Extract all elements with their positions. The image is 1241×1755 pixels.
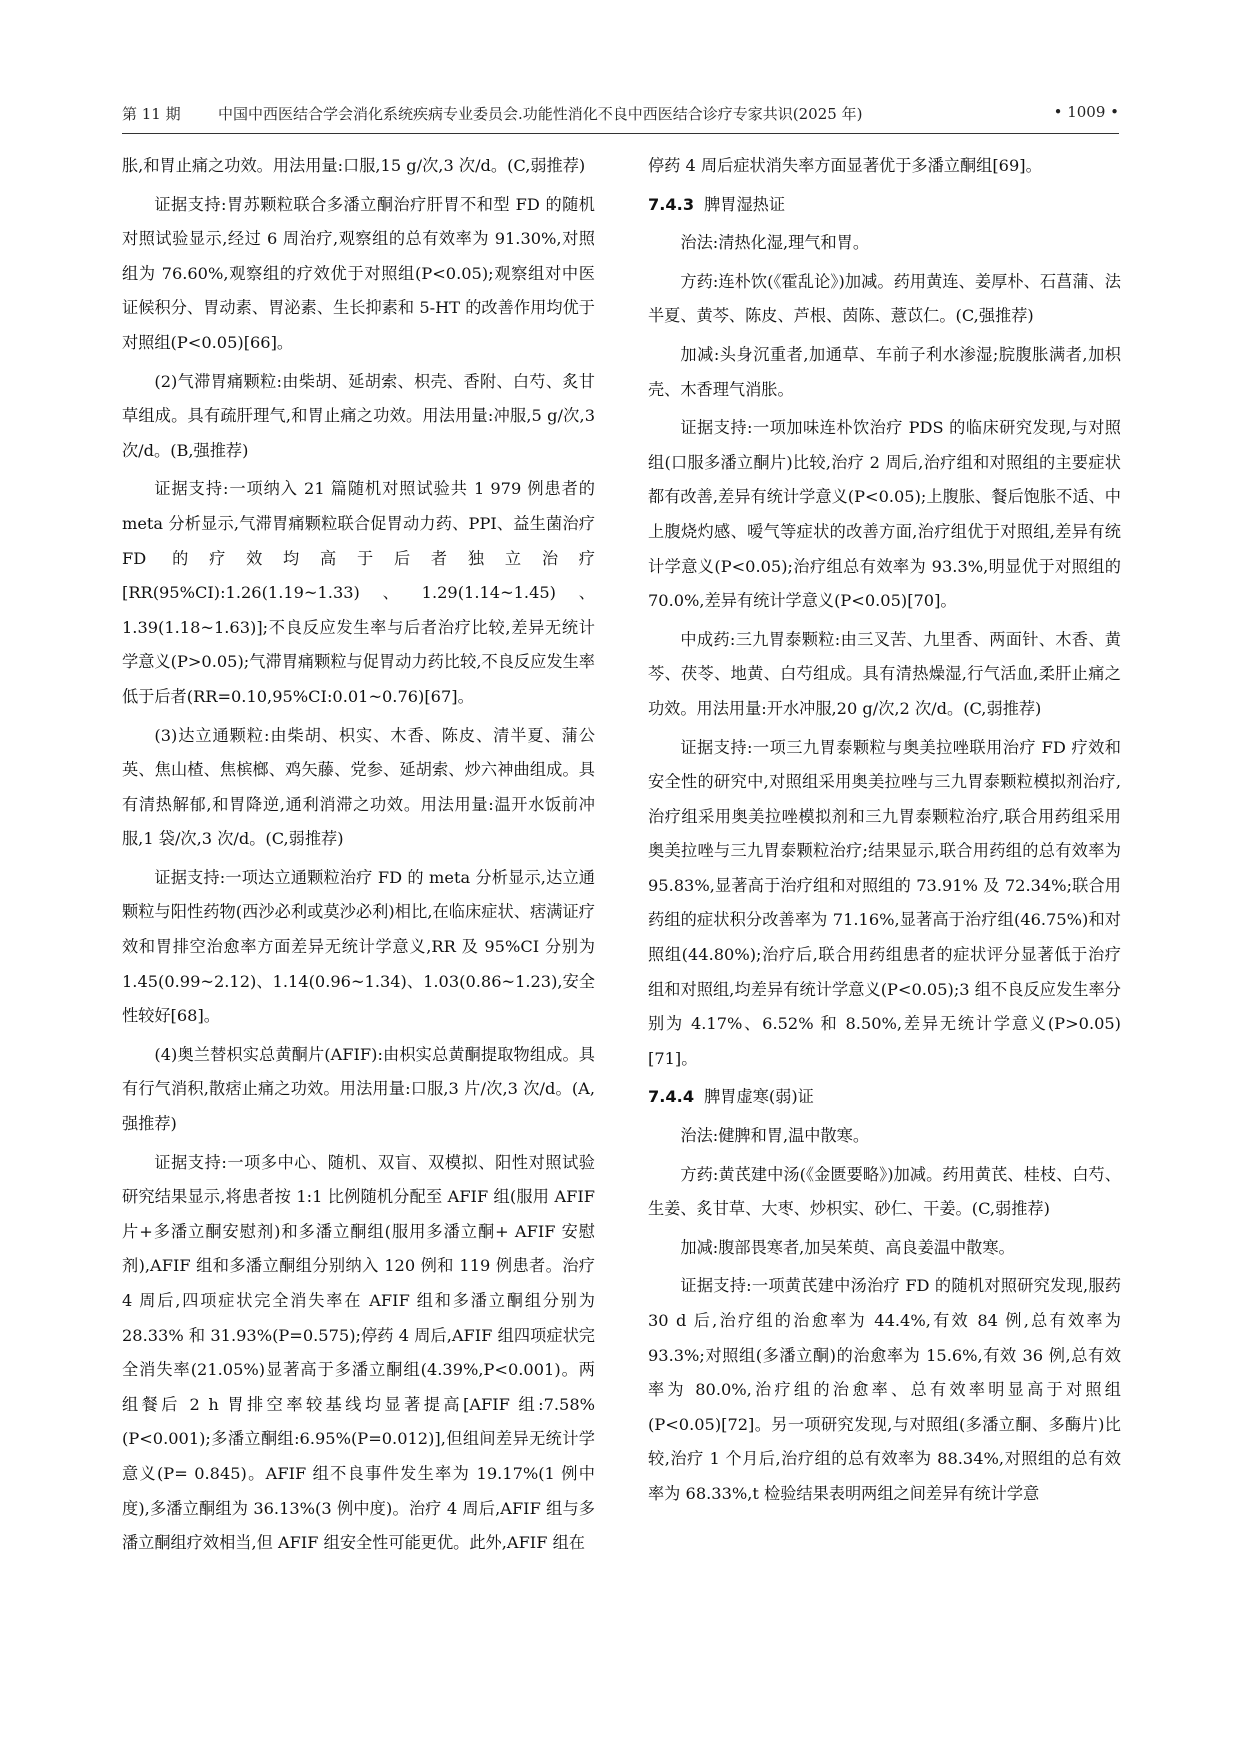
section-heading-7-4-4 bbox=[648, 1080, 1121, 1115]
section-title: 脾胃虚寒(弱)证 bbox=[704, 1087, 814, 1107]
section-title: 脾胃湿热证 bbox=[704, 194, 786, 214]
paragraph: 证据支持:一项黄芪建中汤治疗 FD 的随机对照研究发现,服药 30 d 后,治疗组的治愈率为 44.4%,有效 84 例,总有效率为 93.3%;对照组(多潘立酮)的治愈率为 15.6%,有效 36 例,总有效率为 80.0%,治疗组的治愈率、总有效率明显高于对照组(P<0.05)[72]。另一项研究发现,与对照组(多潘立酮、多酶片)比较,治疗 1 个月后,治疗组的总有效率为 88.34%,对照组的总有效率为 68.33%,t 检验结果表明两组之间差异有统计学意 bbox=[648, 1276, 1121, 1503]
running-title: 中国中西医结合学会消化系统疾病专业委员会.功能性消化不良中西医结合诊疗专家共识(2025 年) bbox=[218, 105, 863, 123]
header-rule bbox=[122, 133, 1119, 134]
paragraph: 证据支持:一项纳入 21 篇随机对照试验共 1 979 例患者的 meta 分析显示,气滞胃痛颗粒联合促胃动力药、PPI、益生菌治疗 FD 的疗效均高于后者独立治疗[RR(95%CI):1.26(1.19~1.33)、1.29(1.14~1.45)、1.39(1.18~1.63)];不良反应发生率与后者治疗比较,差异无统计学意义(P>0.05);气滞胃痛颗粒与促胃动力药比较,不良反应发生率低于后者(RR=0.10,95%CI:0.01~0.76)[67]。 bbox=[122, 479, 595, 706]
paragraph: 加减:头身沉重者,加通草、车前子利水渗湿;脘腹胀满者,加枳壳、木香理气消胀。 bbox=[648, 344, 1121, 399]
paragraph: (4)奥兰替枳实总黄酮片(AFIF):由枳实总黄酮提取物组成。具有行气消积,散痞止痛之功效。用法用量:口服,3 片/次,3 次/d。(A,强推荐) bbox=[122, 1044, 595, 1134]
running-header bbox=[122, 103, 1119, 137]
paragraph: 方药:黄芪建中汤(《金匮要略》)加减。药用黄芪、桂枝、白芍、生姜、炙甘草、大枣、炒枳实、砂仁、干姜。(C,弱推荐) bbox=[648, 1164, 1121, 1219]
left-column bbox=[122, 149, 595, 1565]
paragraph: 治法:清热化湿,理气和胃。 bbox=[680, 233, 870, 253]
paragraph: 证据支持:胃苏颗粒联合多潘立酮治疗肝胃不和型 FD 的随机对照试验显示,经过 6 周治疗,观察组的总有效率为 91.30%,对照组为 76.60%,观察组的疗效优于对照组(P<0.05);观察组对中医证候积分、胃动素、胃泌素、生长抑素和 5-HT 的改善作用均优于对照组(P<0.05)[66]。 bbox=[122, 194, 595, 352]
paragraph: 证据支持:一项三九胃泰颗粒与奥美拉唑联用治疗 FD 疗效和安全性的研究中,对照组采用奥美拉唑与三九胃泰颗粒模拟剂治疗,治疗组采用奥美拉唑模拟剂和三九胃泰颗粒治疗,联合用药组采用奥美拉唑与三九胃泰颗粒治疗;结果显示,联合用药组的总有效率为 95.83%,显著高于治疗组和对照组的 73.91% 及 72.34%;联合用药组的症状积分改善率为 71.16%,显著高于治疗组(46.75%)和对照组(44.80%);治疗后,联合用药组患者的症状评分显著低于治疗组和对照组,均差异有统计学意义(P<0.05);3 组不良反应发生率分别为 4.17%、6.52% 和 8.50%,差异无统计学意义(P>0.05)[71]。 bbox=[648, 737, 1121, 1068]
paragraph: 方药:连朴饮(《霍乱论》)加减。药用黄连、姜厚朴、石菖蒲、法半夏、黄芩、陈皮、芦根、茵陈、薏苡仁。(C,强推荐) bbox=[648, 271, 1121, 326]
right-column bbox=[648, 149, 1121, 1516]
paragraph: 治法:健脾和胃,温中散寒。 bbox=[680, 1126, 870, 1146]
page-number: • 1009 • bbox=[1053, 103, 1119, 121]
paragraph: 停药 4 周后症状消失率方面显著优于多潘立酮组[69]。 bbox=[648, 156, 1042, 175]
paragraph: (2)气滞胃痛颗粒:由柴胡、延胡索、枳壳、香附、白芍、炙甘草组成。具有疏肝理气,和胃止痛之功效。用法用量:冲服,5 g/次,3 次/d。(B,强推荐) bbox=[122, 371, 595, 460]
paragraph: 证据支持:一项达立通颗粒治疗 FD 的 meta 分析显示,达立通颗粒与阳性药物(西沙必利或莫沙必利)相比,在临床症状、痞满证疗效和胃排空治愈率方面差异无统计学意义,RR 及 95%CI 分别为 1.45(0.99~2.12)、1.14(0.96~1.34)、1.03(0.86~1.23),安全性较好[68]。 bbox=[122, 867, 595, 1026]
section-number: 7.4.4 bbox=[648, 1087, 695, 1107]
paragraph: 胀,和胃止痛之功效。用法用量:口服,15 g/次,3 次/d。(C,弱推荐) bbox=[122, 156, 586, 175]
paragraph: (3)达立通颗粒:由柴胡、枳实、木香、陈皮、清半夏、蒲公英、焦山楂、焦槟榔、鸡矢藤、党参、延胡索、炒六神曲组成。具有清热解郁,和胃降逆,通利消滞之功效。用法用量:温开水饭前冲服,1 袋/次,3 次/d。(C,弱推荐) bbox=[122, 725, 595, 849]
section-number: 7.4.3 bbox=[648, 194, 695, 214]
paragraph: 证据支持:一项多中心、随机、双盲、双模拟、阳性对照试验研究结果显示,将患者按 1:1 比例随机分配至 AFIF 组(服用 AFIF 片+多潘立酮安慰剂)和多潘立酮组(服用多潘立酮+ AFIF 安慰剂),AFIF 组和多潘立酮组分别纳入 120 例和 119 例患者。治疗 4 周后,四项症状完全消失率在 AFIF 组和多潘立酮组分别为 28.33% 和 31.93%(P=0.575);停药 4 周后,AFIF 组四项症状完全消失率(21.05%)显著高于多潘立酮组(4.39%,P<0.001)。两组餐后 2 h 胃排空率较基线均显著提高[AFIF 组:7.58%(P<0.001);多潘立酮组:6.95%(P=0.012)],但组间差异无统计学意义(P= 0.845)。AFIF 组不良事件发生率为 19.17%(1 例中度),多潘立酮组为 36.13%(3 例中度)。治疗 4 周后,AFIF 组与多潘立酮组疗效相当,但 AFIF 组安全性可能更优。此外,AFIF 组在 bbox=[122, 1152, 595, 1553]
section-heading-7-4-3 bbox=[648, 188, 1121, 223]
paragraph: 证据支持:一项加味连朴饮治疗 PDS 的临床研究发现,与对照组(口服多潘立酮片)比较,治疗 2 周后,治疗组和对照组的主要症状都有改善,差异有统计学意义(P<0.05);上腹胀、餐后饱胀不适、中上腹烧灼感、嗳气等症状的改善方面,治疗组优于对照组,差异有统计学意义(P<0.05);治疗组总有效率为 93.3%,明显优于对照组的 70.0%,差异有统计学意义(P<0.05)[70]。 bbox=[648, 418, 1121, 611]
issue-number: 第 11 期 bbox=[122, 105, 181, 123]
paragraph: 中成药:三九胃泰颗粒:由三叉苦、九里香、两面针、木香、黄芩、茯苓、地黄、白芍组成。具有清热燥湿,行气活血,柔肝止痛之功效。用法用量:开水冲服,20 g/次,2 次/d。(C,弱推荐) bbox=[648, 629, 1121, 718]
paragraph: 加减:腹部畏寒者,加吴茱萸、高良姜温中散寒。 bbox=[680, 1237, 1015, 1257]
